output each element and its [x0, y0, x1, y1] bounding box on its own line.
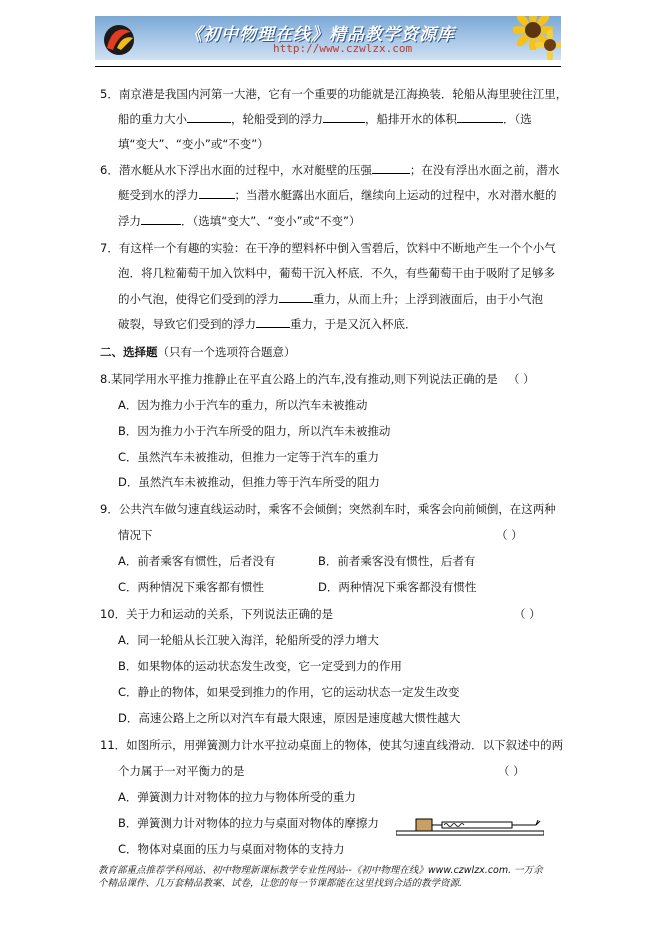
q7-text-b: 重力，从而上升；上浮到液面后，由于小气泡: [313, 292, 543, 306]
q11-option-b[interactable]: B．弹簧测力计对物体的拉力与桌面对物体的摩擦力: [118, 816, 379, 830]
section2-heading: [100, 344, 296, 360]
q6-blank-3[interactable]: [141, 213, 181, 225]
q7-line1: 7．有这样一个有趣的实验：在干净的塑料杯中倒入雪碧后，饮料中不断地产生一个个小气: [100, 241, 556, 255]
q7-line3: [118, 291, 543, 307]
site-logo-icon: [99, 18, 139, 58]
q8-option-c[interactable]: C．虽然汽车未被推动，但推力一定等于汽车的重力: [118, 450, 380, 464]
q11-answer-paren[interactable]: （ ）: [498, 764, 525, 778]
q6-text-a: 6．潜水艇从水下浮出水面的过程中，水对艇壁的压强: [100, 163, 372, 177]
footer-line1: 教育部重点推荐学科网站、初中物理新课标教学专业性网站--《初中物理在线》www.czwlzx.com. 一万余: [98, 865, 543, 876]
table-surface: [396, 831, 544, 835]
q7-text-d: 重力，于是又沉入杯底．: [290, 317, 417, 331]
block: [416, 819, 432, 831]
q10-answer-paren[interactable]: （ ）: [514, 607, 541, 621]
q6-line1: [100, 162, 559, 178]
q7-blank-2[interactable]: [256, 316, 290, 328]
q6-text-c: 艇受到水的浮力: [118, 188, 199, 202]
q9-option-a[interactable]: A．前者乘客有惯性，后者没有: [118, 554, 276, 568]
q6-text-f: ．（选填“变大”、“变小”或“不变”）: [181, 214, 361, 228]
q5-line2: [118, 111, 532, 127]
q5-text-c: ，船排开水的体积: [365, 112, 457, 126]
footer-line2: 个精品课件、几万套精品教案、试卷，让您的每一节课都能在这里找到合适的教学资源.: [98, 878, 463, 889]
q7-text-c: 破裂，导致它们受到的浮力: [118, 317, 256, 331]
q6-text-e: 浮力: [118, 214, 141, 228]
q11-stem-line1: 11．如图所示，用弹簧测力计水平拉动桌面上的物体，使其匀速直线滑动．以下叙述中的两: [100, 738, 564, 752]
q10-stem: 10．关于力和运动的关系，下列说法正确的是: [100, 607, 334, 621]
q6-line3: [118, 213, 361, 229]
section2-note: （只有一个选项符合题意）: [157, 345, 296, 359]
q11-stem-line2: 个力属于一对平衡力的是: [118, 764, 245, 778]
q8-option-d[interactable]: D．虽然汽车未被推动，但推力等于汽车所受的阻力: [118, 475, 380, 489]
q10-option-d[interactable]: D．高速公路上之所以对汽车有最大限速，原因是速度越大惯性越大: [118, 711, 461, 725]
q6-text-b: ；在没有浮出水面之前，潜水: [409, 163, 560, 177]
q5-line3: 填“变大”、“变小”或“不变”）: [118, 137, 269, 151]
sunflower-small-icon: [535, 30, 561, 60]
q6-blank-2[interactable]: [199, 187, 235, 199]
q9-option-d[interactable]: D．两种情况下乘客都没有惯性: [318, 580, 477, 594]
q6-line2: [118, 187, 557, 203]
q11-option-a[interactable]: A．弹簧测力计对物体的拉力与物体所受的重力: [118, 790, 356, 804]
q6-blank-1[interactable]: [372, 162, 410, 174]
q5-blank-2[interactable]: [323, 111, 365, 123]
spring-scale: [442, 822, 512, 828]
q11-option-c[interactable]: C．物体对桌面的压力与桌面对物体的支持力: [118, 842, 345, 856]
q9-stem-line1: 9．公共汽车做匀速直线运动时，乘客不会倾倒；突然刹车时，乘客会向前倾倒，在这两种: [100, 502, 556, 516]
q7-line2: 泡．将几粒葡萄干加入饮料中，葡萄干沉入杯底．不久，有些葡萄干由于吸附了足够多: [118, 266, 555, 280]
q9-stem-line2: 情况下: [118, 528, 153, 542]
header-rule: [95, 66, 561, 67]
q6-text-d: ；当潜水艇露出水面后，继续向上运动的过程中，水对潜水艇的: [234, 188, 557, 202]
spring-scale-figure: [396, 813, 544, 837]
q7-blank-1[interactable]: [279, 291, 313, 303]
q8-option-b[interactable]: B．因为推力小于汽车所受的阻力，所以汽车未被推动: [118, 424, 391, 438]
q8-answer-paren[interactable]: （ ）: [508, 372, 535, 386]
q5-line1: 5．南京港是我国内河第一大港，它有一个重要的功能就是江海换装．轮船从海里驶往江里，: [100, 87, 568, 101]
q8-option-a[interactable]: A．因为推力小于汽车的重力，所以汽车未被推动: [118, 398, 368, 412]
q9-answer-paren[interactable]: （ ）: [496, 528, 523, 542]
q10-option-a[interactable]: A．同一轮船从长江驶入海洋，轮船所受的浮力增大: [118, 633, 379, 647]
q7-text-a: 的小气泡，使得它们受到的浮力: [118, 292, 279, 306]
q5-blank-1[interactable]: [187, 111, 231, 123]
q7-line4: [118, 316, 417, 332]
banner-title: 《初中物理在线》精品教学资源库: [185, 25, 455, 45]
q9-option-c[interactable]: C．两种情况下乘客都有惯性: [118, 580, 265, 594]
q5-blank-3[interactable]: [457, 111, 503, 123]
q10-option-b[interactable]: B．如果物体的运动状态发生改变，它一定受到力的作用: [118, 659, 402, 673]
banner-url[interactable]: http://www.czwlzx.com: [273, 42, 413, 55]
q9-option-b[interactable]: B．前者乘客没有惯性，后者有: [318, 554, 476, 568]
section2-title: 二、选择题: [100, 345, 158, 359]
q10-option-c[interactable]: C．静止的物体，如果受到推力的作用，它的运动状态一定发生改变: [118, 685, 460, 699]
q5-text-b: ，轮船受到的浮力: [231, 112, 323, 126]
q5-text-d: ．（选: [503, 112, 532, 126]
q5-text-a: 船的重力大小: [118, 112, 187, 126]
header-banner: [95, 16, 561, 60]
q8-stem: 8.某同学用水平推力推静止在平直公路上的汽车,没有推动,则下列说法正确的是: [100, 372, 498, 386]
